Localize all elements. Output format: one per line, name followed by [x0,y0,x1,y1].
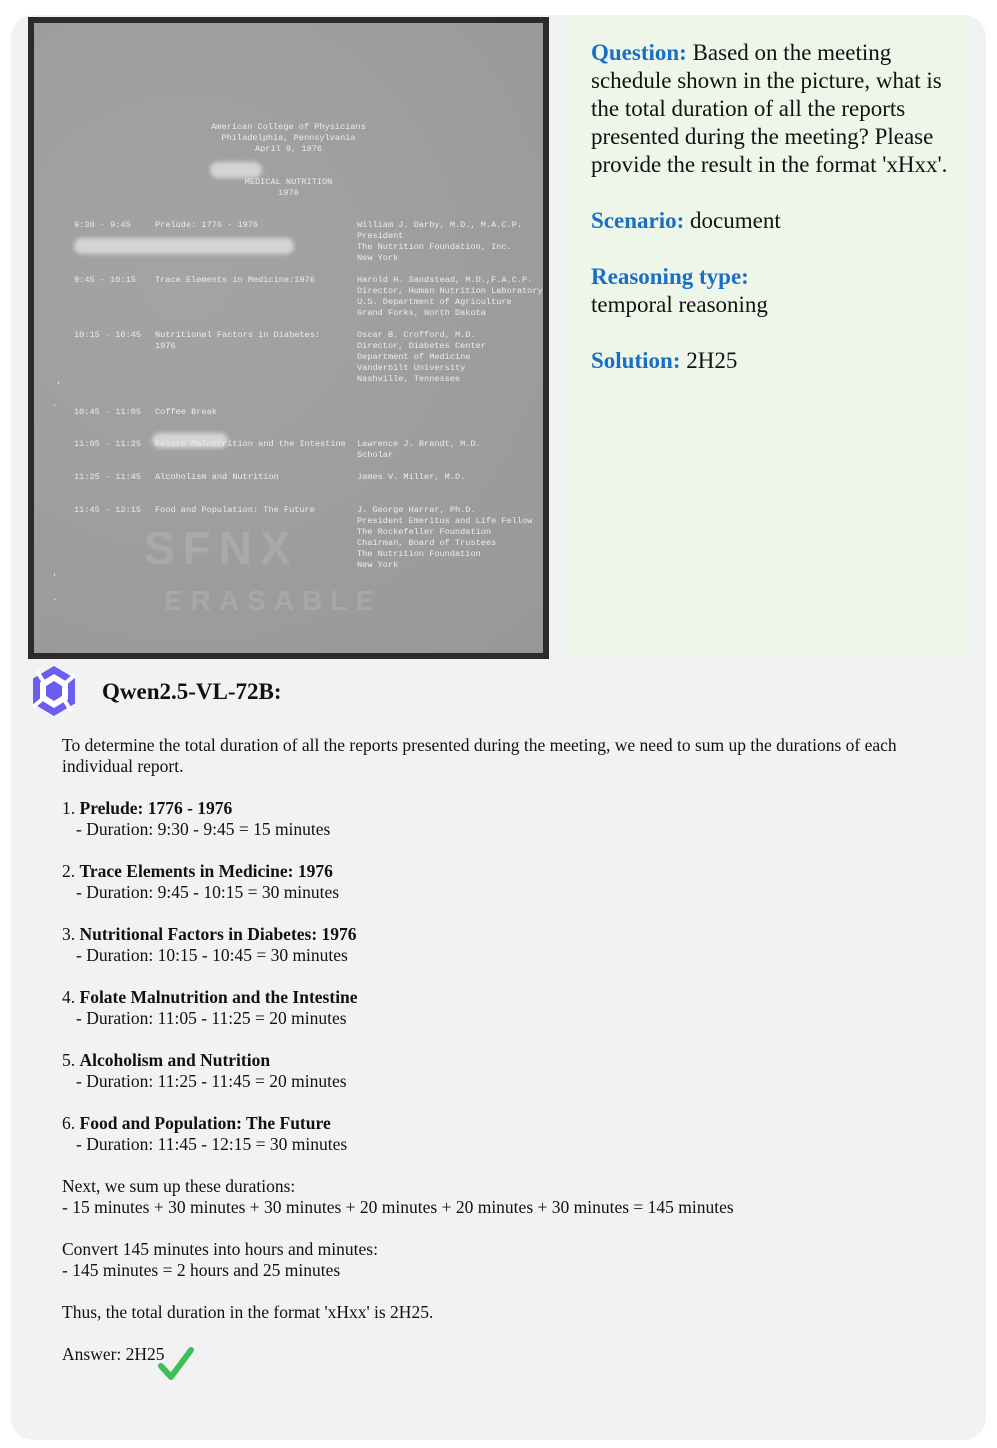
schedule-time: 11:05 - 11:25 [74,439,142,449]
item-title: Trace Elements in Medicine: 1976 [79,861,333,881]
sum-line: - 15 minutes + 30 minutes + 30 minutes + 20 minutes + 20 minutes + 30 minutes = 145 minutes [62,1197,734,1217]
schedule-speaker: William J. Darby, M.D., M.A.C.P. President The Nutrition Foundation, Inc. New York [357,220,523,263]
item-number: 6. [62,1113,76,1133]
schedule-title: Coffee Break [155,407,217,417]
item-duration: - Duration: 11:25 - 11:45 = 20 minutes [76,1071,347,1091]
info-panel [566,17,970,655]
response-item [62,861,967,903]
convert-line: - 145 minutes = 2 hours and 25 minutes [62,1260,341,1280]
response-item [62,1050,967,1092]
question-label: Question: [591,40,687,65]
item-duration: - Duration: 9:30 - 9:45 = 15 minutes [76,819,331,839]
item-title: Folate Malnutrition and the Intestine [79,987,358,1007]
checkmark-icon [158,1347,194,1381]
schedule-title: Nutritional Factors in Diabetes: 1976 [155,330,321,351]
bleed-through-mark: SFNX [144,522,299,574]
title-line: 1976 [278,188,299,198]
item-number: 3. [62,924,76,944]
scan-smudge [74,238,294,254]
reasoning-value: temporal reasoning [591,292,768,317]
question-text: Based on the meeting schedule shown in the picture, what is the total duration of all the reports presented during the meeting? Please provide the result in the format 'xHxx'. [591,40,948,177]
header-line: April 9, 1976 [254,144,323,154]
item-title: Nutritional Factors in Diabetes: 1976 [79,924,357,944]
response-item [62,1113,967,1155]
scan-speck: ' [56,381,62,391]
convert-intro: Convert 145 minutes into hours and minutes: [62,1239,378,1259]
scan-speck: ' [52,573,58,583]
item-title: Alcoholism and Nutrition [79,1050,271,1070]
response-item [62,924,967,966]
scenario-block [591,207,961,235]
schedule-title: Alcoholism and Nutrition [155,472,279,482]
schedule-time: 11:25 - 11:45 [74,472,142,482]
response-item [62,987,967,1029]
document-title [34,177,543,199]
response-item [62,798,967,840]
header-line: Philadelphia, Pennsylvania [221,133,356,143]
scan-speck: · [52,595,58,605]
sum-block [62,1176,967,1218]
schedule-speaker: Oscar B. Crofford, M.D. Director, Diabetes Center Department of Medicine Vanderbilt University Nashville, Tennessee [357,330,486,384]
header-line: American College of Physicians [211,122,366,132]
schedule-time: 10:45 - 11:05 [74,407,142,417]
question-block [591,39,961,179]
qwen-logo-icon [26,663,82,719]
item-number: 2. [62,861,76,881]
schedule-speaker: J. George Harrar, Ph.D. President Emeritus and Life Fellow The Rockefeller Foundation Chairman, Board of Trustees The Nutrition Foundation New York [357,505,533,570]
response-intro: To determine the total duration of all the reports presented during the meeting, we need to sum up the durations of each individual report. [62,735,897,776]
schedule-speaker: Harold H. Sandstead, M.D.,F.A.C.P. Director, Human Nutrition Laboratory U.S. Department of Agriculture Grand Forks, North Dakota [357,275,543,318]
item-duration: - Duration: 10:15 - 10:45 = 30 minutes [76,945,348,965]
item-duration: - Duration: 9:45 - 10:15 = 30 minutes [76,882,340,902]
document-header [34,122,543,155]
item-duration: - Duration: 11:45 - 12:15 = 30 minutes [76,1134,348,1154]
scenario-label: Scenario: [591,208,685,233]
schedule-title: Food and Population: The Future [155,505,315,515]
scan-speck: · [52,401,58,411]
convert-block [62,1239,967,1281]
schedule-time: 10:15 - 10:45 [74,330,142,340]
bleed-through-mark: ERASABLE [164,585,383,616]
item-title: Prelude: 1776 - 1976 [79,798,233,818]
solution-label: Solution: [591,348,681,373]
schedule-title: Folate Malnutrition and the Intestine [155,439,346,449]
final-answer: Answer: 2H25 [62,1344,165,1364]
title-line: MEDICAL NUTRITION [244,177,333,187]
schedule-speaker: James V. Miller, M.D. [357,472,466,482]
reasoning-block [591,263,961,319]
schedule-title: Prelude: 1776 - 1976 [155,220,259,230]
model-name: Qwen2.5-VL-72B: [102,679,282,704]
schedule-time: 9:45 - 10:15 [74,275,136,285]
schedule-time: 11:45 - 12:15 [74,505,142,515]
item-number: 4. [62,987,76,1007]
item-title: Food and Population: The Future [79,1113,331,1133]
model-response [62,735,967,1386]
item-number: 1. [62,798,76,818]
scan-smudge [210,162,262,178]
document-paper [34,23,543,653]
schedule-speaker: Lawrence J. Brandt, M.D. Scholar [357,439,481,460]
solution-block [591,347,961,375]
item-duration: - Duration: 11:05 - 11:25 = 20 minutes [76,1008,347,1028]
conclusion: Thus, the total duration in the format 'xHxx' is 2H25. [62,1302,434,1322]
reasoning-label: Reasoning type: [591,264,749,289]
scenario-value: document [690,208,781,233]
sum-intro: Next, we sum up these durations: [62,1176,296,1196]
solution-value: 2H25 [686,348,738,373]
schedule-title: Trace Elements in Medicine:1976 [155,275,315,285]
scanned-document [28,17,549,659]
schedule-time: 9:30 - 9:45 [74,220,131,230]
item-number: 5. [62,1050,76,1070]
